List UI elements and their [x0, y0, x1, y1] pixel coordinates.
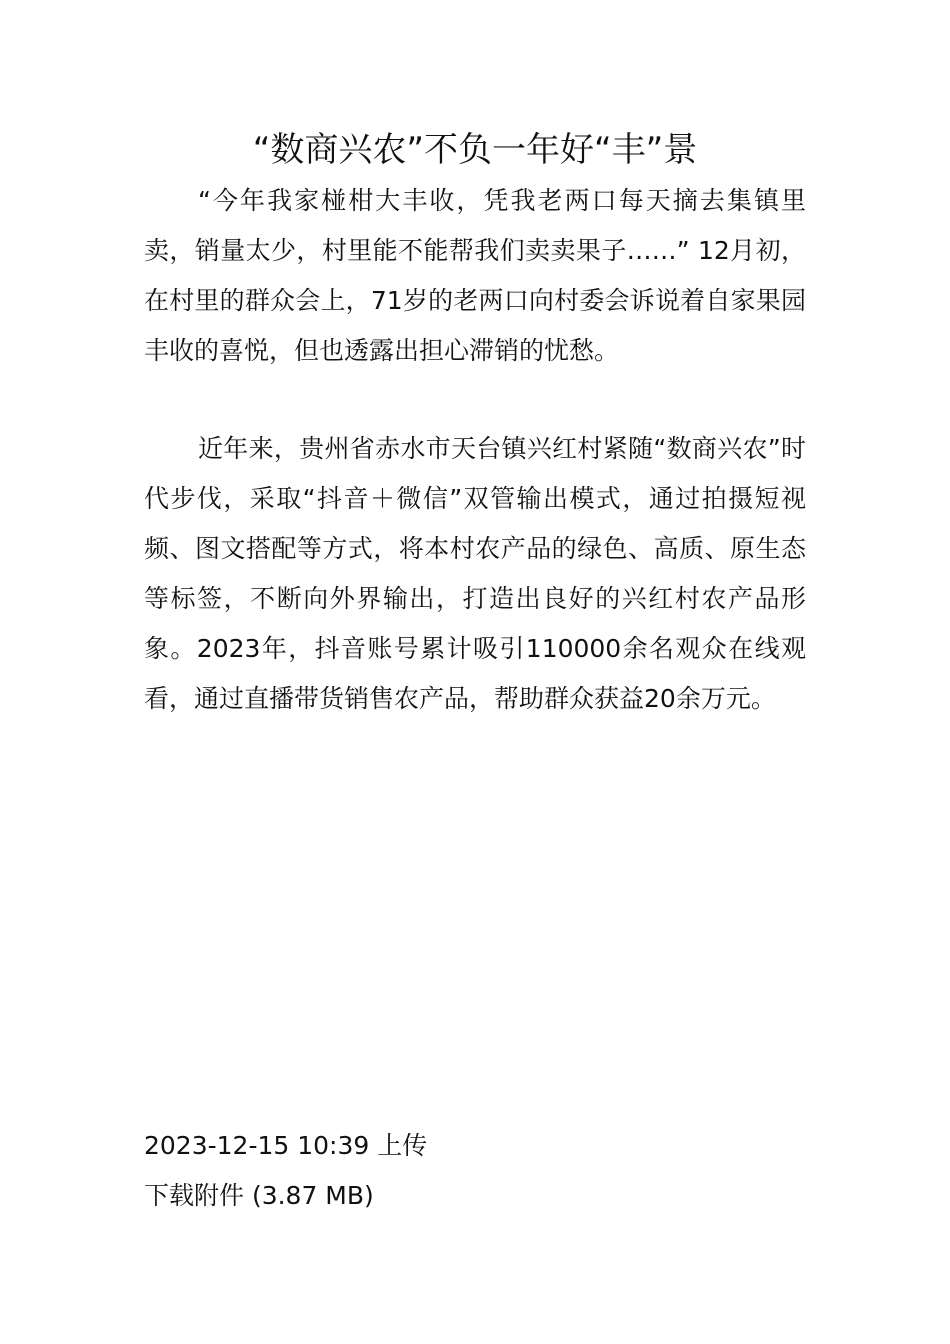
article-title: “数商兴农”不负一年好“丰”景: [252, 130, 698, 170]
paragraph-2: 近年来，贵州省赤水市天台镇兴红村紧随“数商兴农”时代步伐，采取“抖音＋微信”双管输出模式，通过拍摄短视频、图文搭配等方式，将本村农产品的绿色、高质、原生态等标签，不断向外界输出，打造出良好的兴红村农产品形象。2023年，抖音账号累计吸引110000余名观众在线观看，通过直播带货销售农产品，帮助群众获益20余万元。: [144, 434, 806, 713]
download-attachment-link[interactable]: 下载附件 (3.87 MB): [144, 1181, 374, 1210]
paragraph-1: “今年我家椪柑大丰收，凭我老两口每天摘去集镇里卖，销量太少，村里能不能帮我们卖卖果子……” 12月初，在村里的群众会上，71岁的老两口向村委会诉说着自家果园丰收的喜悦，但也透露出担心滞销的忧愁。: [144, 186, 806, 365]
upload-timestamp: 2023-12-15 10:39 上传: [144, 1131, 428, 1160]
